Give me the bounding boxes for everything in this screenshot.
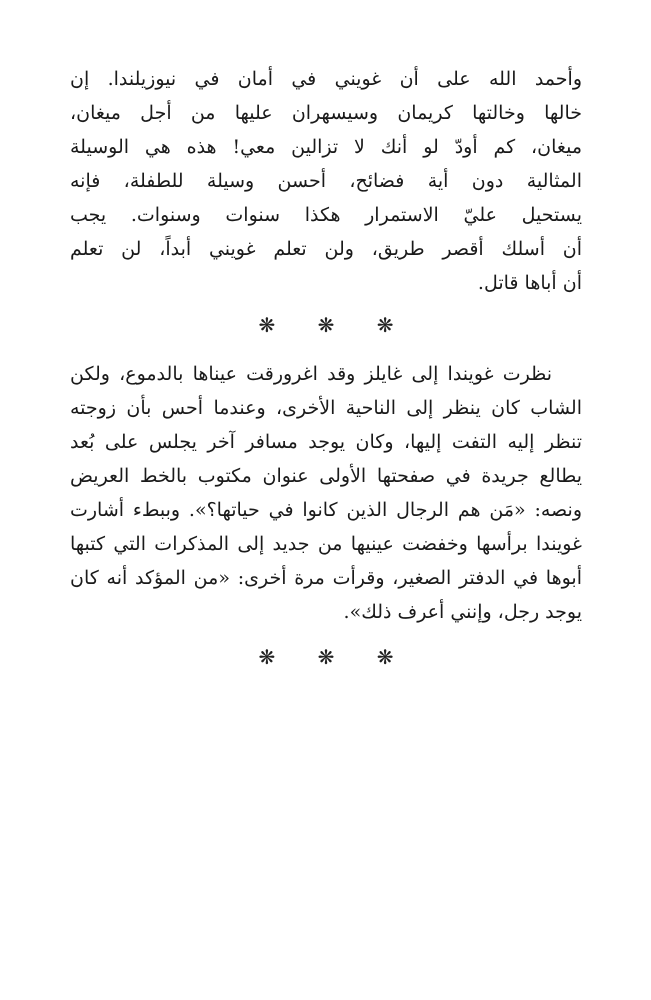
text-line: غويندا برأسها وخفضت عينيها من جديد إلى المذكرات التي كتبها bbox=[70, 533, 582, 555]
text-line: تنظر إليه التفت إليها، وكان يوجد مسافر آخر يجلس على بُعد bbox=[70, 431, 582, 453]
text-line: يطالع جريدة في صفحتها الأولى عنوان مكتوب بالخط العريض bbox=[70, 465, 582, 487]
text-line: خالها وخالتها كريمان وسيسهران عليها من أجل ميغان، bbox=[70, 102, 582, 124]
text-line: ونصه: «مَن هم الرجال الذين كانوا في حياتها؟». وببطء أشارت bbox=[70, 499, 582, 521]
text-line: نظرت غويندا إلى غايلز وقد اغرورقت عيناها بالدموع، ولكن bbox=[70, 363, 552, 385]
text-line: ميغان، كم أودّ لو أنك لا تزالين معي! هذه هي الوسيلة bbox=[70, 136, 582, 158]
text-line: وأحمد الله على أن غويني في أمان في نيوزيلندا. إن bbox=[70, 68, 582, 90]
text-line: يوجد رجل، وإنني أعرف ذلك». bbox=[343, 601, 582, 623]
text-line: يستحيل عليّ الاستمرار هكذا سنوات وسنوات. يجب bbox=[70, 204, 582, 226]
text-line: أبوها في الدفتر الصغير، وقرأت مرة أخرى: «من المؤكد أنه كان bbox=[70, 567, 582, 589]
text-line: المثالية دون أية فضائح، أحسن وسيلة للطفلة، فإنه bbox=[70, 170, 582, 192]
paragraph-1 bbox=[70, 62, 582, 300]
section-separator-2: ❋ ❋ ❋ bbox=[258, 645, 412, 669]
section-separator-1: ❋ ❋ ❋ bbox=[258, 313, 412, 337]
text-line: أن أباها قاتل. bbox=[477, 272, 582, 294]
text-line: الشاب كان ينظر إلى الناحية الأخرى، وعندما أحس بأن زوجته bbox=[70, 397, 582, 419]
page-body bbox=[70, 62, 582, 674]
text-line: أن أسلك أقصر طريق، ولن تعلم غويني أبداً، لن تعلم bbox=[70, 238, 582, 260]
paragraph-2 bbox=[70, 357, 582, 629]
